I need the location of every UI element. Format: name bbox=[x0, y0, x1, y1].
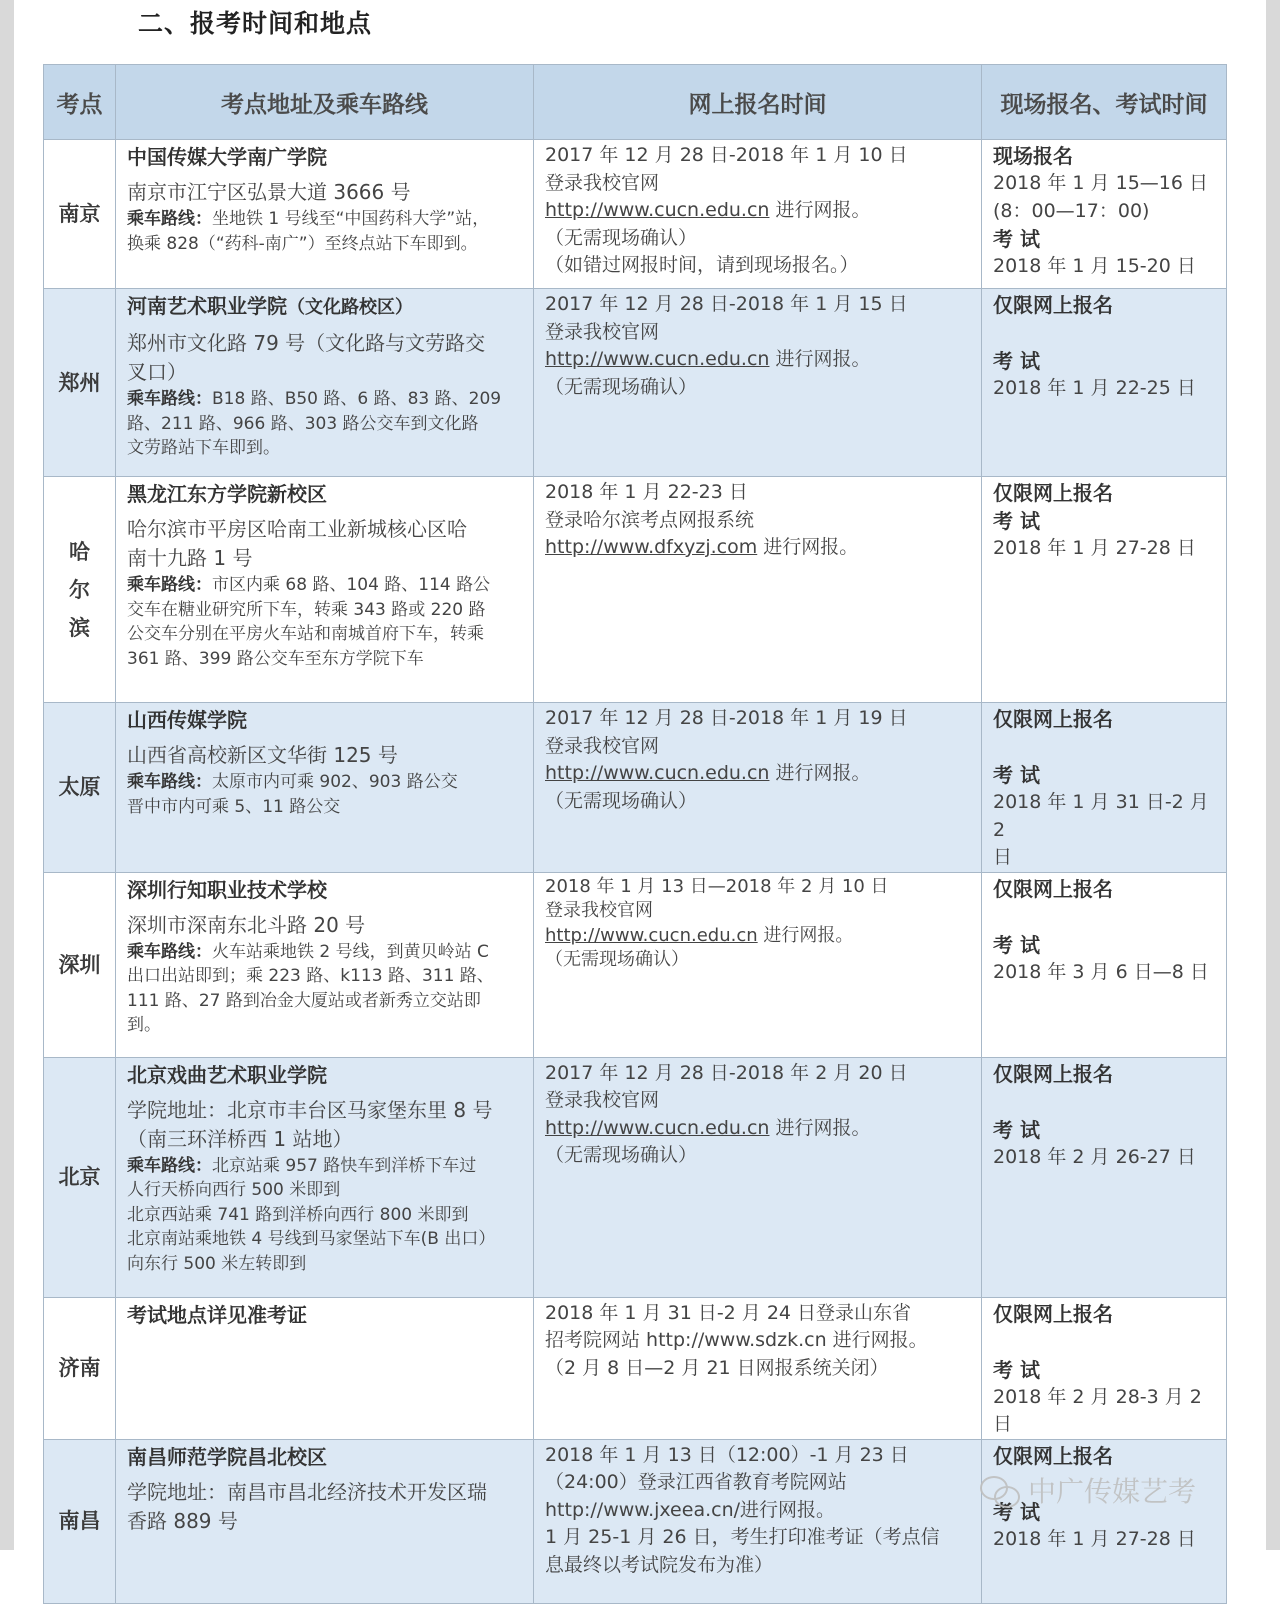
site-city: 济南 bbox=[58, 1356, 101, 1380]
site-name bbox=[127, 1060, 525, 1090]
onsite-heading: 仅限网上报名 bbox=[993, 707, 1113, 731]
online-registration-content bbox=[534, 703, 981, 815]
route-text: 北京西站乘 741 路到洋桥向西行 800 米即到 bbox=[127, 1204, 469, 1225]
online-line: 2018 年 1 月 13 日—2018 年 2 月 10 日 bbox=[545, 875, 889, 897]
onsite-date: 2018 年 2 月 28-3 月 2 日 bbox=[993, 1385, 1202, 1435]
table-header-row bbox=[44, 65, 1227, 140]
onsite-exam-content bbox=[982, 289, 1226, 403]
onsite-heading: 考 试 bbox=[993, 227, 1040, 251]
online-registration-content bbox=[534, 477, 981, 562]
online-registration-cell bbox=[534, 1297, 982, 1439]
website-link[interactable]: http://www.dfxyzj.com bbox=[545, 536, 758, 558]
route-line bbox=[127, 232, 525, 257]
route-text: 交车在糖业研究所下车，转乘 343 路或 220 路 bbox=[127, 599, 486, 620]
site-name-text: 山西传媒学院 bbox=[127, 708, 247, 732]
onsite-heading: 考 试 bbox=[993, 1357, 1040, 1382]
online-line bbox=[545, 534, 973, 562]
online-line-suffix: 进行网报。 bbox=[769, 199, 871, 221]
online-registration-cell bbox=[534, 1439, 982, 1603]
onsite-exam-cell bbox=[982, 140, 1227, 289]
online-line bbox=[545, 197, 973, 225]
online-line-suffix: 进行网报。 bbox=[757, 924, 854, 946]
onsite-heading: 仅限网上报名 bbox=[993, 1443, 1113, 1468]
address-route-content bbox=[116, 140, 533, 256]
onsite-date: 2018 年 1 月 15-20 日 bbox=[993, 255, 1196, 277]
onsite-date: 2018 年 1 月 22-25 日 bbox=[993, 377, 1196, 399]
online-registration-cell bbox=[534, 289, 982, 477]
route-label: 乘车路线： bbox=[127, 1155, 212, 1176]
online-line: 2017 年 12 月 28 日-2018 年 1 月 10 日 bbox=[545, 144, 908, 166]
onsite-date: 2018 年 3 月 6 日—8 日 bbox=[993, 960, 1209, 983]
route-label: 乘车路线： bbox=[127, 575, 212, 595]
route-line bbox=[127, 770, 525, 795]
route-line bbox=[127, 964, 525, 989]
route-text: 火车站乘地铁 2 号线，到黄贝岭站 C bbox=[212, 941, 489, 962]
site-name-text: 中国传媒大学南广学院 bbox=[127, 145, 327, 169]
bus-route bbox=[127, 573, 525, 671]
address-route-cell bbox=[116, 1439, 534, 1603]
site-city: 深圳 bbox=[58, 952, 101, 977]
online-line bbox=[545, 1115, 973, 1143]
online-line-suffix: 进行网报。 bbox=[769, 762, 871, 784]
onsite-heading: 考 试 bbox=[993, 763, 1040, 787]
route-line bbox=[127, 436, 525, 461]
online-line-suffix: 进行网报。 bbox=[769, 1116, 871, 1139]
online-line: 2017 年 12 月 28 日-2018 年 1 月 19 日 bbox=[545, 707, 908, 729]
route-line bbox=[127, 622, 525, 647]
online-registration-content bbox=[534, 1058, 981, 1170]
onsite-heading: 仅限网上报名 bbox=[993, 1061, 1113, 1086]
address-route-cell bbox=[116, 477, 534, 703]
address-route-content bbox=[116, 873, 533, 1038]
header-address-route: 考点地址及乘车路线 bbox=[116, 65, 534, 140]
onsite-date: 日 bbox=[993, 846, 1013, 868]
online-registration-content bbox=[534, 873, 981, 973]
route-line bbox=[127, 1227, 525, 1252]
route-line bbox=[127, 1178, 525, 1203]
onsite-date: 2018 年 1 月 27-28 日 bbox=[993, 1527, 1196, 1550]
site-city: 郑州 bbox=[58, 370, 101, 395]
online-registration-content bbox=[534, 289, 981, 401]
onsite-date: 2018 年 2 月 26-27 日 bbox=[993, 1145, 1196, 1168]
online-line: 1 月 25-1 月 26 日，考生打印准考证（考点信 bbox=[545, 1526, 940, 1548]
route-line bbox=[127, 940, 525, 965]
onsite-date: (8：00—17：00) bbox=[993, 199, 1150, 222]
site-name bbox=[127, 705, 525, 735]
site-city: 南京 bbox=[58, 202, 101, 226]
onsite-exam-cell bbox=[982, 1439, 1227, 1603]
online-line: 2017 年 12 月 28 日-2018 年 1 月 15 日 bbox=[545, 293, 908, 315]
site-name bbox=[127, 479, 525, 509]
route-text: 出口出站即到；乘 223 路、k113 路、311 路、 bbox=[127, 966, 494, 986]
site-address bbox=[127, 178, 525, 207]
header-site: 考点 bbox=[44, 65, 116, 140]
route-line bbox=[127, 412, 525, 437]
site-city-cell bbox=[44, 1297, 116, 1439]
online-line: 息最终以考试院发布为准） bbox=[545, 1553, 774, 1576]
site-city-cell bbox=[44, 1057, 116, 1297]
website-link[interactable]: http://www.cucn.edu.cn bbox=[545, 762, 770, 784]
site-city: 南昌 bbox=[58, 1509, 101, 1533]
address-route-content bbox=[116, 1058, 533, 1277]
site-name-text: 南昌师范学院昌北校区 bbox=[127, 1444, 327, 1469]
bus-route bbox=[127, 387, 525, 461]
route-label: 乘车路线： bbox=[127, 941, 212, 962]
onsite-exam-content bbox=[982, 477, 1226, 563]
website-link[interactable]: http://www.cucn.edu.cn bbox=[545, 199, 770, 221]
online-line: 2018 年 1 月 22-23 日 bbox=[545, 481, 748, 503]
route-text: 文劳路站下车即到。 bbox=[127, 438, 280, 458]
site-address bbox=[127, 741, 525, 770]
online-line: （无需现场确认） bbox=[545, 375, 698, 398]
route-line bbox=[127, 598, 525, 623]
website-link[interactable]: http://www.cucn.edu.cn bbox=[545, 1116, 770, 1139]
online-line bbox=[545, 346, 973, 374]
right-frame bbox=[1266, 0, 1280, 1550]
address-route-content bbox=[116, 1298, 533, 1330]
section-title: 二、报考时间和地点 bbox=[138, 9, 373, 38]
route-text: 太原市内可乘 902、903 路公交 bbox=[212, 772, 458, 792]
site-city-cell bbox=[44, 703, 116, 873]
online-line: 登录我校官网 bbox=[545, 171, 660, 194]
site-address bbox=[127, 329, 525, 387]
site-city-cell bbox=[44, 477, 116, 703]
onsite-heading: 考 试 bbox=[993, 1499, 1040, 1524]
onsite-heading: 考 试 bbox=[993, 1117, 1040, 1142]
route-line bbox=[127, 573, 525, 598]
address-line: 香路 889 号 bbox=[127, 1508, 238, 1533]
address-route-cell bbox=[116, 872, 534, 1057]
route-line bbox=[127, 647, 525, 672]
online-registration-cell bbox=[534, 872, 982, 1057]
onsite-date: 2018 年 1 月 15—16 日 bbox=[993, 172, 1208, 194]
watermark-text: 中广传媒艺考 bbox=[1028, 1475, 1197, 1508]
site-name-text: 黑龙江东方学院新校区 bbox=[127, 482, 327, 506]
left-frame bbox=[0, 0, 14, 1550]
route-text: 北京南站乘地铁 4 号线到马家堡站下车(B 出口） bbox=[127, 1229, 496, 1249]
onsite-heading: 考 试 bbox=[993, 349, 1040, 373]
onsite-exam-cell bbox=[982, 872, 1227, 1057]
site-city-cell bbox=[44, 1439, 116, 1603]
online-registration-content bbox=[534, 1298, 981, 1383]
bus-route bbox=[127, 770, 525, 819]
route-label: 乘车路线： bbox=[127, 772, 212, 792]
address-line: 郑州市文化路 79 号（文化路与文劳路交 bbox=[127, 331, 486, 355]
route-text: 晋中市内可乘 5、11 路公交 bbox=[127, 796, 341, 817]
onsite-exam-content bbox=[982, 873, 1226, 987]
bus-route bbox=[127, 207, 525, 256]
site-address bbox=[127, 1096, 525, 1154]
website-link[interactable]: http://www.cucn.edu.cn bbox=[545, 348, 770, 370]
onsite-exam-content bbox=[982, 1298, 1226, 1439]
route-text: 361 路、399 路公交车至东方学院下车 bbox=[127, 648, 424, 669]
onsite-exam-content bbox=[982, 703, 1226, 872]
exam-schedule-table bbox=[43, 64, 1227, 1604]
address-line: （南三环洋桥西 1 站地） bbox=[127, 1126, 353, 1151]
address-line: 叉口） bbox=[127, 360, 187, 384]
online-line bbox=[545, 760, 973, 788]
online-line-suffix: 进行网报。 bbox=[769, 348, 871, 370]
address-route-cell bbox=[116, 703, 534, 873]
site-city-cell bbox=[44, 872, 116, 1057]
online-line: （无需现场确认） bbox=[545, 1144, 698, 1166]
site-name bbox=[127, 1300, 525, 1330]
address-route-content bbox=[116, 477, 533, 671]
online-line: 登录哈尔滨考点网报系统 bbox=[545, 508, 755, 531]
online-line: 登录我校官网 bbox=[545, 734, 660, 757]
route-text: 到。 bbox=[127, 1015, 161, 1035]
online-line: （无需现场确认） bbox=[545, 949, 689, 970]
spacer bbox=[993, 903, 1218, 931]
online-registration-content bbox=[534, 1440, 981, 1580]
route-text: 市区内乘 68 路、104 路、114 路公 bbox=[212, 575, 491, 595]
onsite-exam-cell bbox=[982, 1297, 1227, 1439]
table-row bbox=[44, 140, 1227, 289]
route-line bbox=[127, 795, 525, 820]
onsite-date: 2018 年 1 月 27-28 日 bbox=[993, 537, 1196, 559]
route-text: 公交车分别在平房火车站和南城首府下车，转乘 bbox=[127, 624, 484, 644]
route-text: 人行天桥向西行 500 米即到 bbox=[127, 1180, 341, 1200]
address-line: 哈尔滨市平房区哈南工业新城核心区哈 bbox=[127, 517, 467, 541]
onsite-heading: 考 试 bbox=[993, 509, 1040, 533]
site-city: 北京 bbox=[58, 1165, 101, 1189]
online-line: 2018 年 1 月 13 日（12:00）-1 月 23 日 bbox=[545, 1443, 909, 1466]
route-text: 坐地铁 1 号线至“中国药科大学”站， bbox=[212, 209, 490, 229]
online-line: （2 月 8 日—2 月 21 日网报系统关闭） bbox=[545, 1356, 889, 1379]
spacer bbox=[993, 319, 1218, 347]
site-city: 哈 尔 滨 bbox=[69, 539, 90, 640]
site-address bbox=[127, 515, 525, 573]
site-name-text: 考试地点详见准考证 bbox=[127, 1302, 307, 1327]
table-body bbox=[44, 140, 1227, 1604]
site-name-text: 北京戏曲艺术职业学院 bbox=[127, 1062, 327, 1087]
address-line: 学院地址：北京市丰台区马家堡东里 8 号 bbox=[127, 1097, 493, 1122]
route-line bbox=[127, 1203, 525, 1228]
bus-route bbox=[127, 1154, 525, 1277]
spacer bbox=[993, 1328, 1218, 1356]
address-route-content bbox=[116, 1440, 533, 1536]
site-name-text: 深圳行知职业技术学校 bbox=[127, 877, 327, 902]
online-registration-cell bbox=[534, 477, 982, 703]
route-text: 北京站乘 957 路快车到洋桥下车过 bbox=[212, 1155, 477, 1176]
website-link[interactable]: http://www.cucn.edu.cn bbox=[545, 924, 758, 946]
online-line bbox=[545, 924, 973, 949]
table-row bbox=[44, 1439, 1227, 1603]
address-route-content bbox=[116, 703, 533, 819]
route-line bbox=[127, 1154, 525, 1179]
online-line: （无需现场确认） bbox=[545, 226, 698, 249]
address-route-cell bbox=[116, 1297, 534, 1439]
route-line bbox=[127, 1252, 525, 1277]
route-line bbox=[127, 989, 525, 1014]
address-route-cell bbox=[116, 140, 534, 289]
onsite-heading: 仅限网上报名 bbox=[993, 876, 1113, 901]
wechat-icon bbox=[980, 1474, 1020, 1506]
site-name bbox=[127, 291, 525, 323]
route-text: 路、211 路、966 路、303 路公交车到文化路 bbox=[127, 413, 479, 434]
online-line: http://www.jxeea.cn/进行网报。 bbox=[545, 1498, 836, 1521]
route-line bbox=[127, 387, 525, 412]
online-registration-cell bbox=[534, 703, 982, 873]
onsite-heading: 仅限网上报名 bbox=[993, 1301, 1113, 1326]
online-line-suffix: 进行网报。 bbox=[757, 536, 859, 558]
route-text: 111 路、27 路到冶金大厦站或者新秀立交站即 bbox=[127, 990, 481, 1011]
online-line: 登录我校官网 bbox=[545, 900, 653, 921]
onsite-heading: 考 试 bbox=[993, 932, 1040, 957]
table-row bbox=[44, 289, 1227, 477]
address-route-cell bbox=[116, 1057, 534, 1297]
site-address bbox=[127, 1478, 525, 1536]
address-route-content bbox=[116, 289, 533, 461]
online-line: 2017 年 12 月 28 日-2018 年 2 月 20 日 bbox=[545, 1061, 908, 1084]
address-line: 学院地址：南昌市昌北经济技术开发区瑞 bbox=[127, 1479, 487, 1504]
route-label: 乘车路线： bbox=[127, 389, 212, 409]
address-line: 南京市江宁区弘景大道 3666 号 bbox=[127, 180, 411, 204]
onsite-exam-cell bbox=[982, 703, 1227, 873]
bus-route bbox=[127, 940, 525, 1038]
online-registration-content bbox=[534, 140, 981, 280]
online-registration-cell bbox=[534, 1057, 982, 1297]
onsite-heading: 仅限网上报名 bbox=[993, 293, 1113, 317]
address-line: 山西省高校新区文华街 125 号 bbox=[127, 743, 398, 767]
site-name-tag: （文化路校区） bbox=[287, 297, 413, 318]
site-city: 太原 bbox=[58, 775, 101, 800]
table-row bbox=[44, 477, 1227, 703]
site-city-cell bbox=[44, 140, 116, 289]
site-name-text: 河南艺术职业学院 bbox=[127, 294, 287, 318]
route-text: B18 路、B50 路、6 路、83 路、209 bbox=[212, 389, 502, 409]
spacer bbox=[993, 733, 1218, 761]
onsite-exam-content bbox=[982, 1058, 1226, 1172]
onsite-exam-cell bbox=[982, 289, 1227, 477]
site-name bbox=[127, 142, 525, 172]
onsite-exam-cell bbox=[982, 1057, 1227, 1297]
route-line bbox=[127, 1013, 525, 1038]
online-line: 招考院网站 http://www.sdzk.cn 进行网报。 bbox=[545, 1329, 928, 1351]
route-label: 乘车路线： bbox=[127, 209, 212, 229]
table-row bbox=[44, 1057, 1227, 1297]
route-text: 向东行 500 米左转即到 bbox=[127, 1253, 307, 1274]
site-city-cell bbox=[44, 289, 116, 477]
onsite-heading: 现场报名 bbox=[993, 144, 1073, 168]
address-line: 南十九路 1 号 bbox=[127, 546, 253, 570]
site-address bbox=[127, 911, 525, 940]
online-line: 登录我校官网 bbox=[545, 1089, 660, 1111]
address-route-cell bbox=[116, 289, 534, 477]
header-onsite-exam: 现场报名、考试时间 bbox=[982, 65, 1227, 140]
site-name bbox=[127, 1442, 525, 1472]
onsite-heading: 仅限网上报名 bbox=[993, 481, 1113, 505]
header-online-registration: 网上报名时间 bbox=[534, 65, 982, 140]
spacer bbox=[993, 1088, 1218, 1116]
watermark bbox=[980, 1470, 1196, 1510]
online-line: 2018 年 1 月 31 日-2 月 24 日登录山东省 bbox=[545, 1301, 912, 1324]
table-row bbox=[44, 703, 1227, 873]
online-line: 登录我校官网 bbox=[545, 320, 660, 343]
table-row bbox=[44, 1297, 1227, 1439]
site-name bbox=[127, 875, 525, 905]
route-line bbox=[127, 207, 525, 232]
online-line: （24:00）登录江西省教育考院网站 bbox=[545, 1471, 847, 1493]
onsite-exam-cell bbox=[982, 477, 1227, 703]
online-registration-cell bbox=[534, 140, 982, 289]
onsite-date: 2018 年 1 月 31 日-2 月 2 bbox=[993, 791, 1209, 841]
onsite-exam-content bbox=[982, 140, 1226, 281]
route-text: 换乘 828（“药科-南广”）至终点站下车即到。 bbox=[127, 233, 478, 254]
address-line: 深圳市深南东北斗路 20 号 bbox=[127, 912, 366, 937]
table-row bbox=[44, 872, 1227, 1057]
online-line: （如错过网报时间，请到现场报名。） bbox=[545, 254, 859, 276]
online-line: （无需现场确认） bbox=[545, 789, 698, 812]
